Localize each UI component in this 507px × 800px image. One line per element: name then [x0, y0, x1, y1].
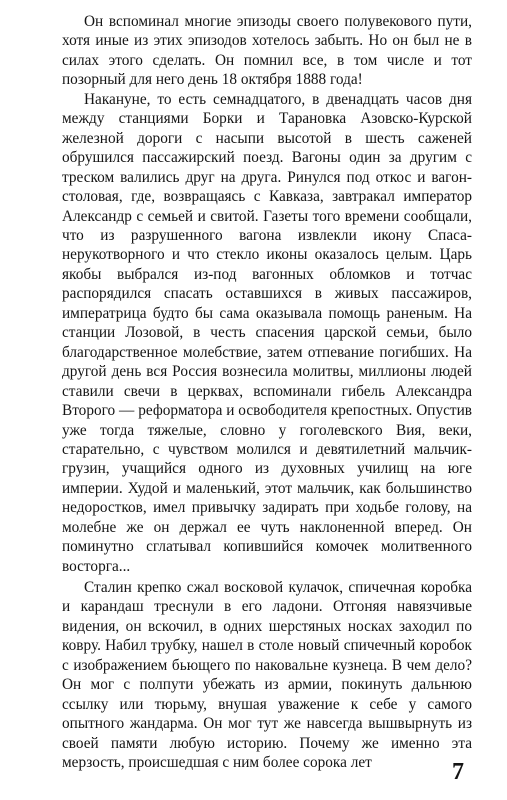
paragraph: Накануне, то есть семнадцатого, в двенадцать часов дня между станциями Борки и Тарановка Азовско-Курской железной дороги с насыпи высотой в шесть саженей обрушился пассажирский поезд. Вагоны один за другим с треском валились друг на друга. Ринулся под откос и вагон-столовая, где, возвращаясь с Кавказа, завтракал император Александр с семьей и свитой. Газеты того времени сообщали, что из разрушенного вагона извлекли икону Спаса-нерукотворного и что стекло иконы оказалось целым. Царь якобы выбрался из-под вагонных обломков и тотчас распорядился спасать оставшихся в живых пассажиров, императрица будто бы сама оказывала помощь раненым. На станции Лозовой, в честь спасения царской семьи, было благодарственное молебствие, затем отпевание погибших. На другой день вся Россия вознесила молитвы, миллионы людей ставили свечи в церквах, вспоминали гибель Александра Второго — реформатора и освободителя крепостных. Опустив уже тогда тяжелые, словно у гоголевского Вия, веки, старательно, с чувством молился и девятилетний мальчик-грузин, учащийся одного из духовных училищ на юге империи. Худой и маленький, этот мальчик, как большинство недоростков, имел привычку задирать при ходьбе голову, на молебне же он держал ее чуть наклоненной вперед. Он поминутно сглатывал копившийся комочек молитвенного восторга... — [62, 90, 472, 575]
text-block-bottom — [62, 578, 472, 773]
paragraph: Он вспоминал многие эпизоды своего полувекового пути, хотя иные из этих эпизодов хотелось забыть. Но он был не в силах этого сделать. Он помнил все, в том числе и тот позорный для него день 18 октября 1888 года! — [62, 13, 472, 89]
page-number: 7 — [452, 759, 464, 785]
text-block-top — [62, 12, 472, 576]
paragraph: Сталин крепко сжал восковой кулачок, спичечная коробка и карандаш треснули в его ладони. Отгоняя навязчивые видения, он вскочил, в одних шерстяных носках заходил по ковру. Набил трубку, нашел в столе новый спичечный коробок с изображением бьющего по наковальне кузнеца. В чем дело? Он мог с полпути убежать из армии, покинуть дальнюю ссылку или тюрьму, внушая уважение к себе у самого опытного жандарма. Он мог тут же навсегда вышвырнуть из своей памяти любую историю. Почему же именно эта мерзость, происшедшая с ним более сорока лет — [62, 579, 472, 772]
